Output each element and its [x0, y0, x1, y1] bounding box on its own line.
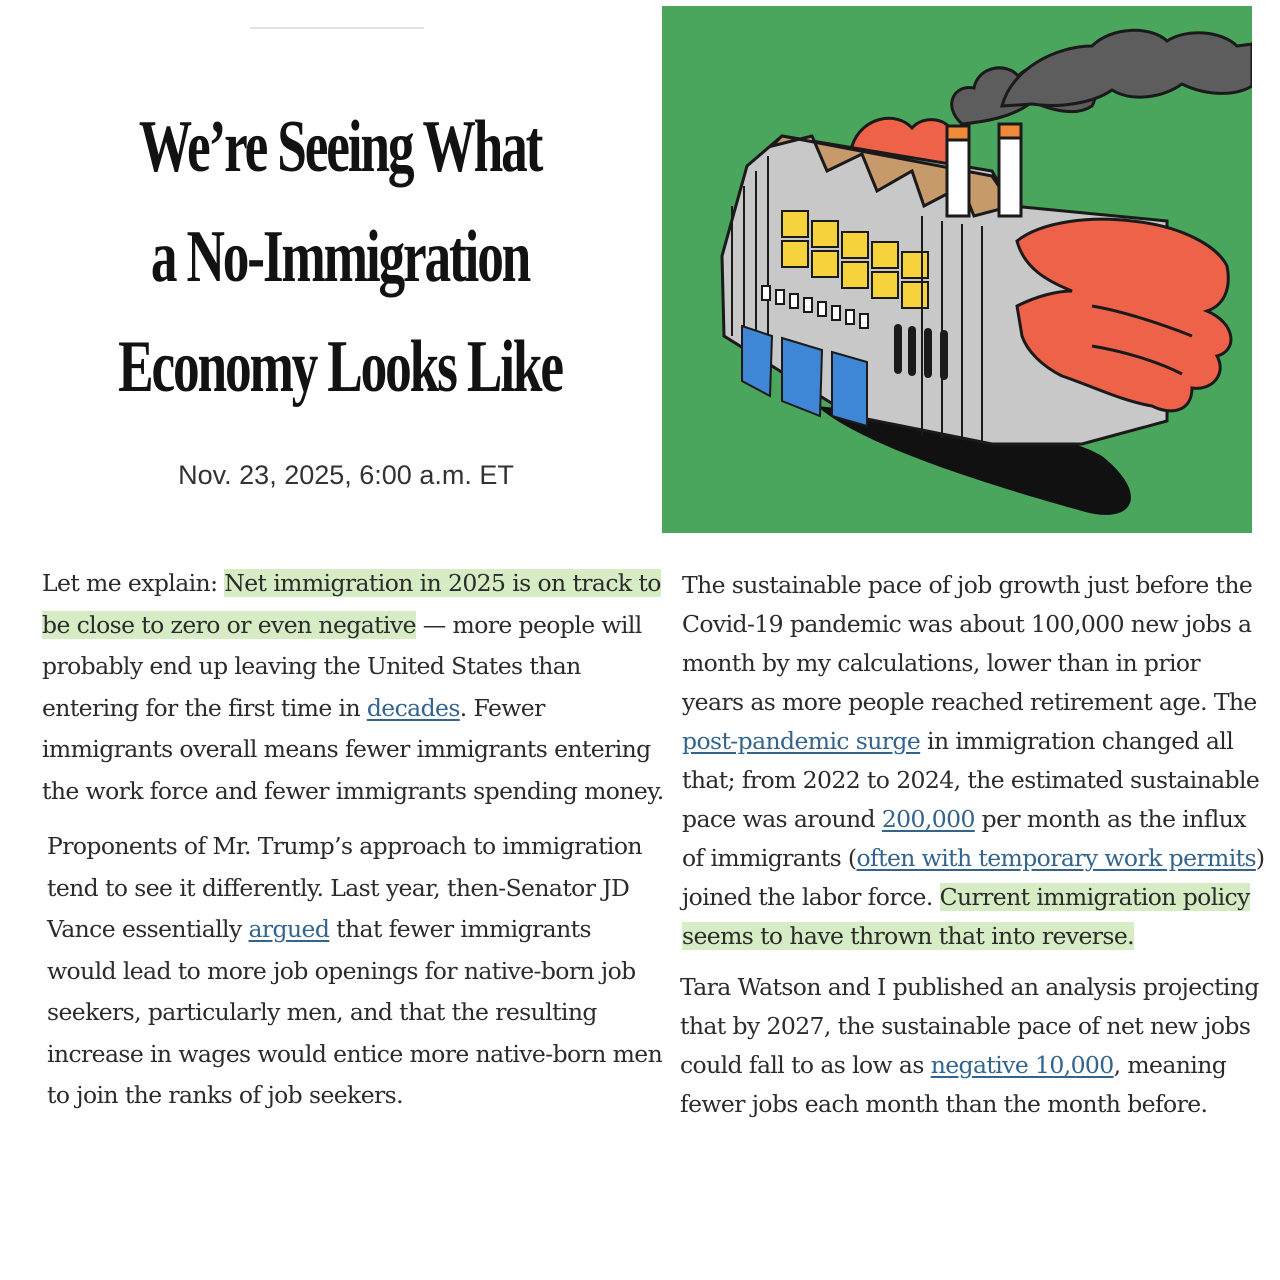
- paragraph-analysis: [680, 968, 1267, 1124]
- paragraph-intro-lead: Let me explain:: [42, 569, 225, 597]
- paragraph-intro: [42, 563, 666, 812]
- paragraph-proponents: [42, 826, 666, 1117]
- paragraph-job-growth-text-2: in immigration changed all that; from 2022 to 2024, the estimated sustainable pace was around: [682, 727, 1260, 833]
- paragraph-job-growth-text-3: per month as the influx of immigrants (: [682, 805, 1246, 872]
- highlighted-passage: Net immigration in 2025 is on track to be close to zero or even negative: [42, 569, 661, 639]
- top-divider: [250, 27, 424, 29]
- headline-line-1: We’re Seeing What: [138, 106, 542, 188]
- paragraph-analysis-text: Tara Watson and I published an analysis projecting that by 2027, the sustainable pace of net new jobs could fall to as low as: [680, 973, 1259, 1079]
- link-temporary-work-permits[interactable]: often with temporary work permits: [856, 844, 1256, 872]
- article-column-right: [682, 566, 1267, 1124]
- link-200000[interactable]: 200,000: [881, 805, 975, 833]
- paragraph-proponents-text: Proponents of Mr. Trump’s approach to immigration tend to see it differently. Last year, then-Senator JD Vance essentially: [47, 832, 642, 943]
- headline-line-2: a No-Immigration: [150, 216, 530, 298]
- paragraph-job-growth: [682, 566, 1267, 956]
- link-post-pandemic-surge[interactable]: post-pandemic surge: [682, 727, 921, 755]
- headline-line-3: Economy Looks Like: [118, 326, 562, 408]
- paragraph-intro-text: — more people will probably end up leaving the United States than entering for the first time in: [42, 610, 642, 722]
- factory-held-by-hands-illustration: [662, 6, 1252, 533]
- paragraph-job-growth-text: The sustainable pace of job growth just before the Covid-19 pandemic was about 100,000 new jobs a month by my calculations, lower than in prior years as more people reached retirement age. The: [682, 571, 1257, 716]
- paragraph-proponents-tail: that fewer immigrants would lead to more job openings for native-born job seekers, particularly men, and that the resulting increase in wages would entice more native-born men to join the ranks of job seekers.: [47, 915, 663, 1109]
- paragraph-analysis-tail: , meaning fewer jobs each month than the month before.: [680, 1051, 1227, 1118]
- hero-illustration: [662, 6, 1252, 533]
- paragraph-job-growth-text-4: ) joined the labor force.: [682, 844, 1265, 911]
- link-argued[interactable]: argued: [248, 915, 330, 943]
- link-decades[interactable]: decades: [366, 693, 460, 722]
- paragraph-intro-tail: . Fewer immigrants overall means fewer immigrants entering the work force and fewer immigrants spending money.: [42, 693, 664, 805]
- link-negative-10000[interactable]: negative 10,000: [930, 1051, 1114, 1079]
- article-column-left: [42, 563, 666, 1117]
- highlighted-passage-reverse: Current immigration policy seems to have thrown that into reverse.: [682, 883, 1250, 950]
- article-headline: [110, 92, 571, 422]
- article-dateline: Nov. 23, 2025, 6:00 a.m. ET: [178, 460, 514, 490]
